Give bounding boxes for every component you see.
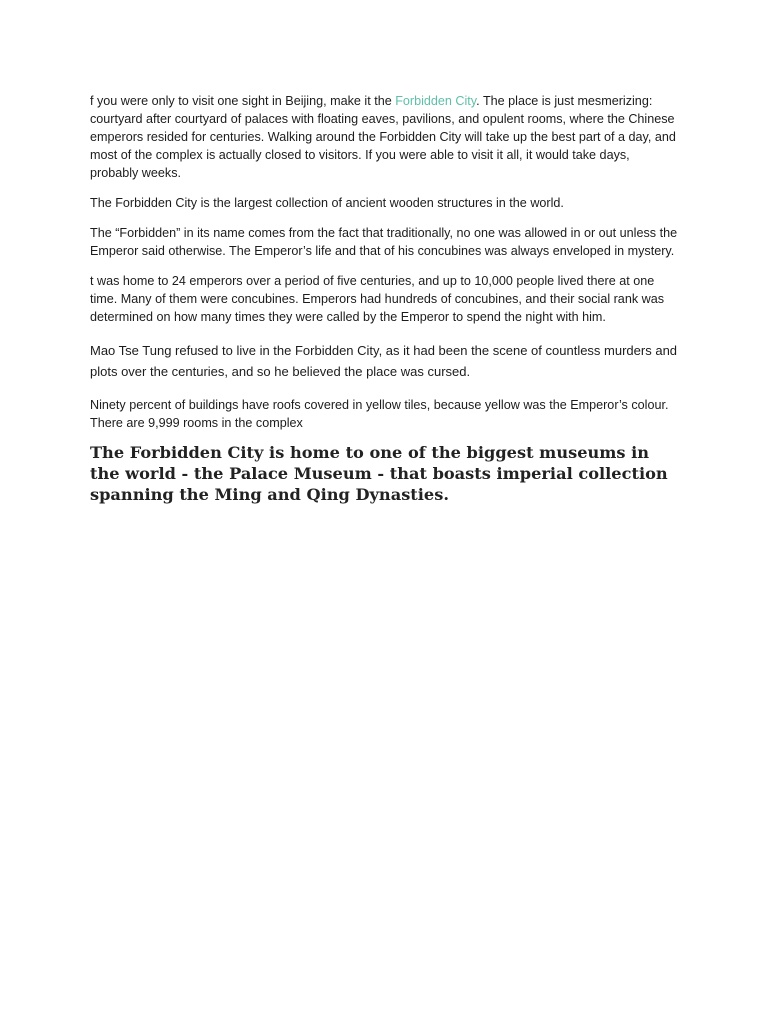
paragraph-yellow-roofs: Ninety percent of buildings have roofs covered in yellow tiles, because yellow was the Emperor’s colour. There are 9,999 rooms in the complex [90,398,669,430]
document-body [90,92,680,505]
intro-text-after-link: . The place is just mesmerizing: courtyard after courtyard of palaces with floating eaves, pavilions, and opulent rooms, where the Chinese emperors resided for centuries. Walking around the Forbidden City will take up the best part of a day, and most of the complex is actually closed to visitors. If you were able to visit it all, it would take days, probably weeks. [90,94,676,180]
paragraph-mao-tse-tung: Mao Tse Tung refused to live in the Forbidden City, as it had been the scene of countless murders and plots over the centuries, and so he believed the place was cursed. [90,343,678,379]
palace-museum-heading: The Forbidden City is home to one of the biggest museums in the world - the Palace Museum - that boasts imperial collection spanning the Ming and Qing Dynasties. [90,443,668,504]
paragraph-emperors-home: t was home to 24 emperors over a period of five centuries, and up to 10,000 people lived there at one time. Many of them were concubines. Emperors had hundreds of concubines, and their social rank was determined on how many times they were called by the Emperor to spend the night with him. [90,274,665,324]
forbidden-city-link[interactable]: Forbidden City [395,94,477,108]
intro-text-before-link: f you were only to visit one sight in Beijing, make it the [90,94,396,108]
paragraph-forbidden-name: The “Forbidden” in its name comes from the fact that traditionally, no one was allowed in or out unless the Emperor said otherwise. The Emperor’s life and that of his concubines was always enveloped in mystery. [90,226,678,258]
paragraph-intro [90,92,680,182]
paragraph-largest-collection: The Forbidden City is the largest collection of ancient wooden structures in the world. [90,196,564,210]
